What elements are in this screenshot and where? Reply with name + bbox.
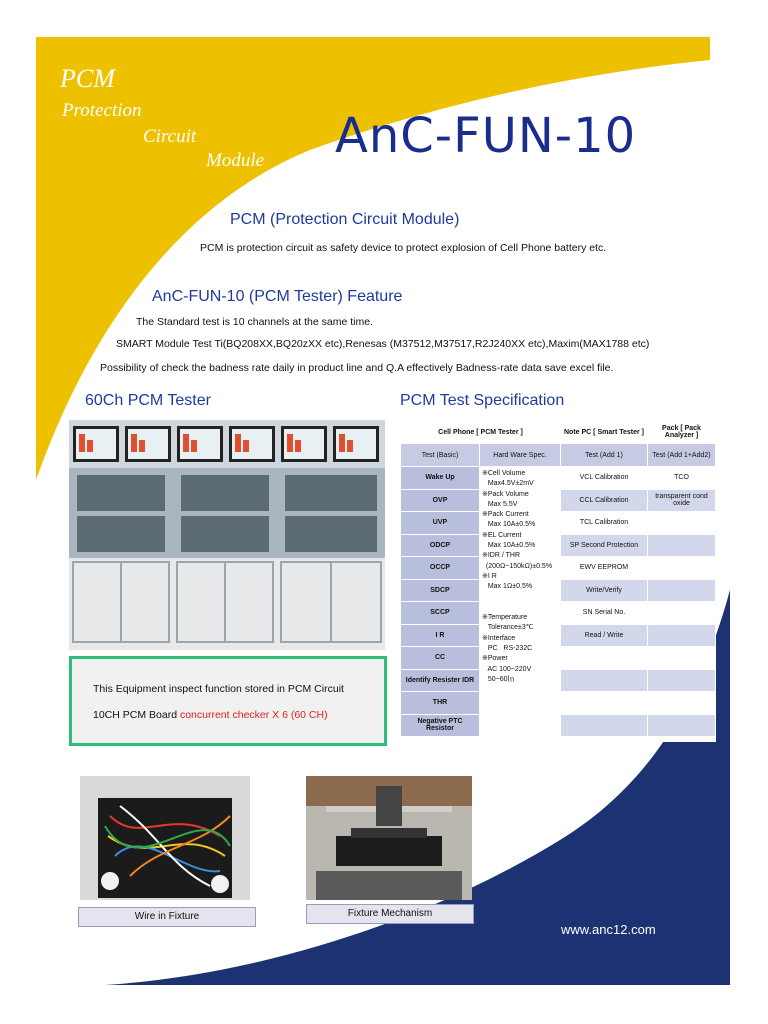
spec-add2-test	[648, 579, 716, 602]
hardware-spec-line: Max 10A±0.5%	[482, 521, 536, 529]
spec-add2-test	[648, 557, 716, 580]
tester-desc-line-2	[93, 709, 328, 721]
feature-line-1: The Standard test is 10 channels at the same time.	[136, 316, 373, 328]
spec-add2-test: TCO	[648, 467, 716, 490]
section1-text: PCM is protection circuit as safety device to protect explosion of Cell Phone battery etc.	[200, 242, 607, 254]
hardware-spec-line	[482, 603, 558, 613]
spec-add1-test: CCL Calibration	[561, 489, 648, 512]
hardware-spec-line: Max4.5V±2mV	[482, 480, 534, 488]
spec-add2-test	[648, 669, 716, 692]
spec-basic-test: Identify Resister IDR	[401, 669, 480, 692]
spec-add1-test: TCL Calibration	[561, 512, 648, 535]
wire-fixture-photo	[80, 776, 250, 900]
hardware-spec-line: ※IDR / THR	[482, 552, 521, 560]
hardware-spec-line: Max 5.5V	[482, 500, 518, 508]
spec-table-wrapper	[400, 420, 716, 742]
hardware-spec-line: ※EL Current	[482, 531, 522, 539]
spec-heading: PCM Test Specification	[400, 392, 565, 409]
spec-add2-test	[648, 647, 716, 670]
brand-protection: Protection	[62, 100, 142, 121]
spec-basic-test: Negative PTC Resistor	[401, 714, 480, 737]
spec-add2-test	[648, 714, 716, 737]
fixture-mechanism-photo	[306, 776, 472, 900]
tester-desc-line-1: This Equipment inspect function stored in PCM Circuit	[93, 683, 344, 695]
spec-add1-test: EWV EEPROM	[561, 557, 648, 580]
hardware-spec-line: ※Interface	[482, 634, 516, 642]
spec-basic-test: ODCP	[401, 534, 480, 557]
hardware-spec-line: ※I R	[482, 572, 497, 580]
spec-row	[401, 467, 716, 490]
feature-line-3: Possibility of check the badness rate daily in product line and Q.A effectively Badness-rate data save excel file.	[100, 362, 614, 374]
fixture-mechanism-caption: Fixture Mechanism	[306, 904, 474, 924]
spec-col-header-3: Pack [ Pack Analyzer ]	[648, 421, 716, 444]
hardware-spec-line: AC 100~220V	[482, 665, 532, 673]
hardware-spec-line: (200Ω~150kΩ)±0.5%	[482, 562, 553, 570]
spec-sub-header-4: Test (Add 1+Add2)	[648, 444, 716, 467]
spec-basic-test: UVP	[401, 512, 480, 535]
spec-add1-test	[561, 692, 648, 715]
spec-add1-test	[561, 647, 648, 670]
hardware-spec-line: ※Cell Volume	[482, 470, 526, 477]
feature-line-2: SMART Module Test Ti(BQ208XX,BQ20zXX etc),Renesas (M37512,M37517,R2J240XX etc),Maxim(MAX1788 etc)	[116, 338, 650, 350]
spec-sub-header-2: Hard Ware Spec.	[480, 444, 561, 467]
tester-desc-prefix: 10CH PCM Board	[93, 709, 180, 721]
tester-desc-red: concurrent checker X 6 (60 CH)	[179, 709, 328, 721]
spec-col-header-1: Cell Phone [ PCM Tester ]	[401, 421, 561, 444]
spec-add2-test	[648, 534, 716, 557]
hardware-spec-line: Max 10A±0.5%	[482, 542, 536, 550]
spec-add2-test	[648, 624, 716, 647]
hardware-spec-line: ※Pack Current	[482, 511, 529, 519]
spec-sub-header-1: Test (Basic)	[401, 444, 480, 467]
section2-heading: AnC-FUN-10 (PCM Tester) Feature	[152, 288, 403, 305]
spec-add1-test: SN Serial No.	[561, 602, 648, 625]
spec-col-header-2: Note PC [ Smart Tester ]	[561, 421, 648, 444]
hardware-spec-line: Max 1Ω±0.5%	[482, 583, 533, 591]
hardware-spec-line: ※Power	[482, 655, 508, 663]
spec-basic-test: Wake Up	[401, 467, 480, 490]
hardware-spec-line	[482, 593, 558, 603]
website-link[interactable]: www.anc12.com	[561, 922, 656, 937]
spec-add1-test: Read / Write	[561, 624, 648, 647]
hardware-spec-line: 50~60㏑	[482, 675, 515, 683]
spec-basic-test: I R	[401, 624, 480, 647]
tester-heading: 60Ch PCM Tester	[85, 392, 211, 409]
hardware-spec-line: ※Temperature	[482, 614, 528, 622]
spec-hardware-spec	[480, 467, 561, 737]
spec-basic-test: OVP	[401, 489, 480, 512]
spec-basic-test: THR	[401, 692, 480, 715]
spec-add2-test	[648, 692, 716, 715]
spec-table	[400, 420, 716, 737]
hardware-spec-line: ※Pack Volume	[482, 490, 529, 498]
section1-heading: PCM (Protection Circuit Module)	[230, 211, 460, 228]
spec-add1-test: Write/Verify	[561, 579, 648, 602]
spec-add1-test: VCL Calibration	[561, 467, 648, 490]
page-title: AnC-FUN-10	[335, 108, 637, 164]
brand-circuit: Circuit	[143, 126, 197, 147]
brand-pcm: PCM	[60, 64, 115, 93]
spec-add1-test	[561, 669, 648, 692]
wire-fixture-caption: Wire in Fixture	[78, 907, 256, 927]
spec-add1-test: SP Second Protection	[561, 534, 648, 557]
hardware-spec-line: PC RS-232C	[482, 645, 533, 653]
brand-module: Module	[206, 150, 265, 171]
spec-basic-test: SDCP	[401, 579, 480, 602]
spec-add2-test	[648, 602, 716, 625]
tester-description-box	[69, 656, 387, 746]
hardware-spec-line: Tolerance±3℃	[482, 624, 534, 632]
spec-basic-test: CC	[401, 647, 480, 670]
spec-add2-test	[648, 512, 716, 535]
spec-basic-test: OCCP	[401, 557, 480, 580]
spec-sub-header-3: Test (Add 1)	[561, 444, 648, 467]
spec-add2-test: transparent cond oxide	[648, 489, 716, 512]
spec-basic-test: SCCP	[401, 602, 480, 625]
spec-add1-test	[561, 714, 648, 737]
tester-photo	[69, 420, 385, 650]
